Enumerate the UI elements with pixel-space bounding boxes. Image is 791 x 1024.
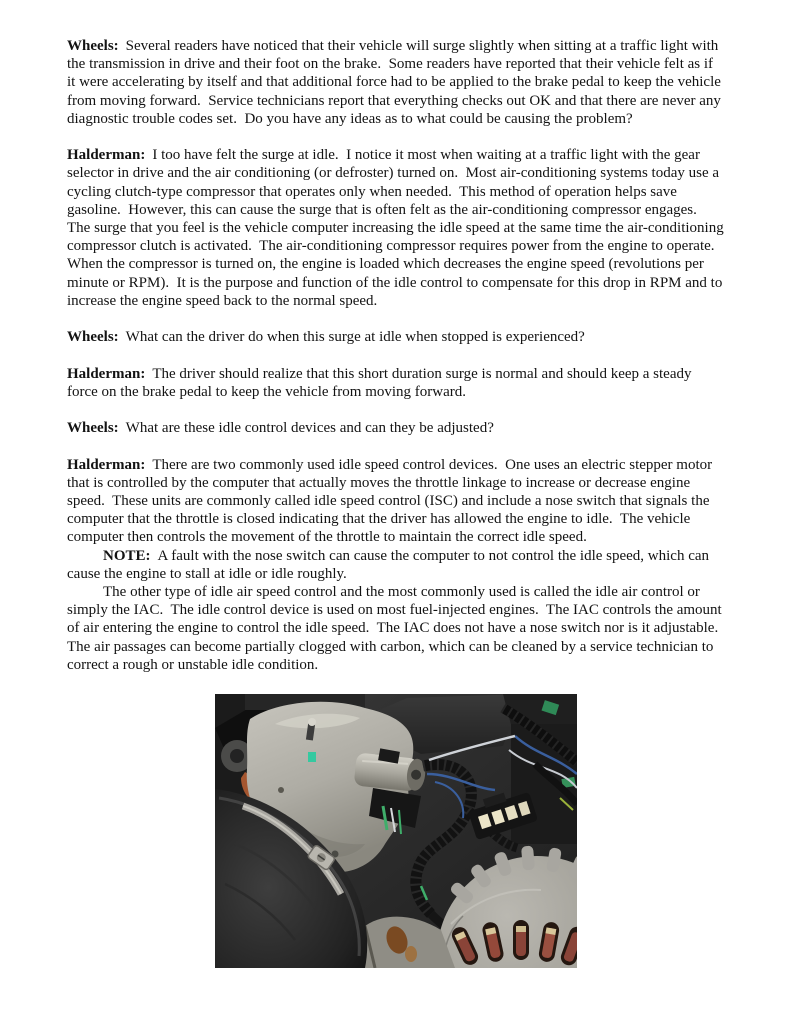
qa-block-wheels-2 xyxy=(67,328,724,346)
speaker-label: Halderman: xyxy=(67,147,146,164)
speaker-label: Wheels: xyxy=(67,38,119,54)
engine-compartment-photo xyxy=(215,694,577,968)
note-text: A fault with the nose switch can cause the computer to not control the idle speed, which can cause the engine to stall at idle or idle roughly. xyxy=(67,547,713,582)
closing-paragraph xyxy=(67,583,724,674)
speaker-label: Halderman: xyxy=(67,456,146,473)
speaker-label: Wheels: xyxy=(67,329,119,346)
qa-text: Several readers have noticed that their vehicle will surge slightly when sitting at a traffic light with the transmission in drive and their foot on the brake. Some readers have reported that their vehicle felt as if it were accelerating by itself and that additional force had to be applied to the brake pedal to keep the vehicle from moving forward. Service technicians report that everything checks out OK and that there are never any diagnostic trouble codes set. Do you have any ideas as to what could be causing the problem? xyxy=(67,38,725,127)
note-label: NOTE: xyxy=(103,547,151,564)
qa-text: The driver should realize that this short duration surge is normal and should keep a steady force on the brake pedal to keep the vehicle from moving forward. xyxy=(67,365,696,400)
speaker-label: Halderman: xyxy=(67,365,146,382)
qa-block-halderman-2 xyxy=(67,365,724,401)
qa-block-halderman-3 xyxy=(67,456,724,547)
qa-block-wheels-1 xyxy=(67,37,724,128)
note-paragraph xyxy=(67,547,724,583)
speaker-label: Wheels: xyxy=(67,420,119,437)
closing-text: The other type of idle air speed control and the most commonly used is called the idle air control or simply the IAC. The idle control device is used on most fuel-injected engines. The IAC controls the amount of air entering the engine to control the idle speed. The IAC does not have a nose switch nor is it adjustable. The air passages can become partially clogged with carbon, which can be cleaned by a service technician to correct a rough or unstable idle condition. xyxy=(67,584,726,673)
qa-text: What are these idle control devices and can they be adjusted? xyxy=(125,420,494,437)
engine-photo-graphic xyxy=(215,694,577,968)
qa-block-halderman-1 xyxy=(67,146,728,310)
qa-text: There are two commonly used idle speed control devices. One uses an electric stepper motor that is controlled by the computer that actually moves the throttle linkage to increase or decrease engine speed. These units are commonly called idle speed control (ISC) and include a nose switch that signals the computer that the throttle is closed indicating that the driver has allowed the engine to idle. The vehicle computer then controls the movement of the throttle to maintain the correct idle speed. xyxy=(67,456,716,546)
qa-text: I too have felt the surge at idle. I notice it most when waiting at a traffic light with the gear selector in drive and the air conditioning (or defroster) turned on. Most air-conditioning systems today use a cycling clutch-type compressor that operates only when needed. This method of operation helps save gasoline. However, this can cause the surge that is often felt as the air-conditioning compressor engages. The surge that you feel is the vehicle computer increasing the idle speed at the same time the air-conditioning compressor clutch is activated. The air-conditioning compressor requires power from the engine to operate. When the compressor is turned on, the engine is loaded which decreases the engine speed (revolutions per minute or RPM). It is the purpose and function of the idle control to compensate for this drop in RPM and to increase the engine speed back to the normal speed. xyxy=(67,147,728,309)
qa-block-wheels-3 xyxy=(67,419,724,437)
qa-text: What can the driver do when this surge at idle when stopped is experienced? xyxy=(125,329,585,346)
